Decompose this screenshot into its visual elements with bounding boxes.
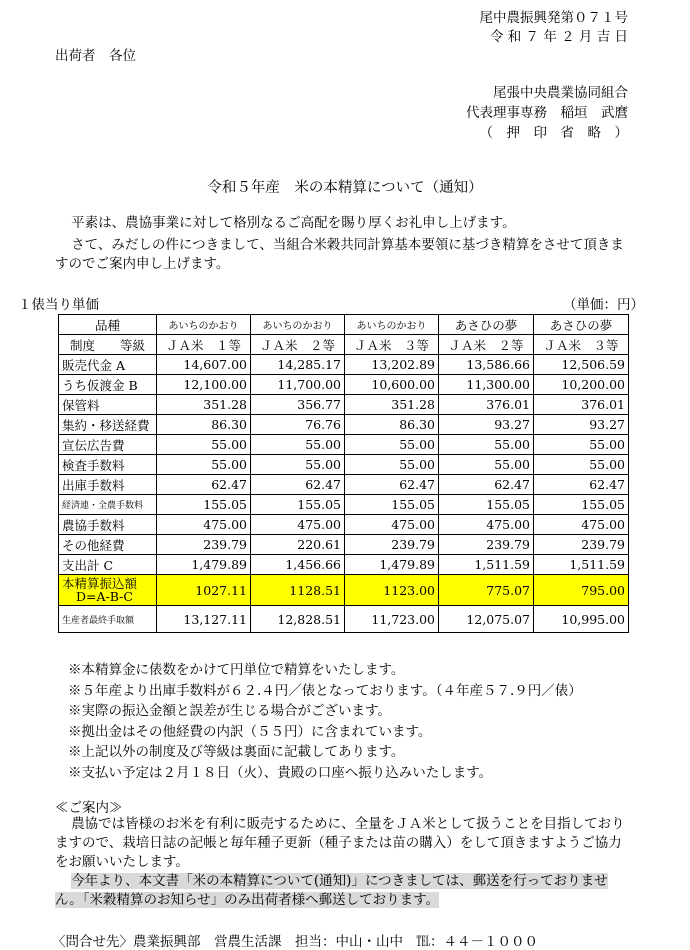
table-cell: 55.00	[534, 455, 629, 475]
variety-cell: あさひの夢	[439, 315, 534, 335]
table-cell: 55.00	[251, 435, 345, 455]
table-row	[59, 375, 629, 395]
table-cell: 13,586.66	[439, 355, 534, 375]
row-label-line: 本精算振込額	[62, 576, 138, 591]
table-cell: 155.05	[251, 495, 345, 515]
table-cell: 475.00	[345, 515, 439, 535]
table-cell: 11,723.00	[345, 606, 439, 633]
table-header-row	[59, 335, 629, 355]
table-row	[59, 515, 629, 535]
table-cell: 62.47	[534, 475, 629, 495]
table-cell: 220.61	[251, 535, 345, 555]
note-item: ※実際の振込金額と誤差が生じる場合がございます。	[68, 703, 391, 719]
notes-list	[68, 660, 582, 783]
table-cell: 62.47	[345, 475, 439, 495]
guidance-body: 農協では皆様のお米を有利に販売するために、全量をＪＡ米として扱うことを目指しておりますので、栽培日誌の記帳と毎年種子更新（種子または苗の購入）をして頂きますようご協力をお願いいたします。	[55, 816, 625, 870]
table-cell: 239.79	[439, 535, 534, 555]
row-formula: D=A-B-C	[76, 589, 133, 604]
table-header-row	[59, 315, 629, 335]
table-cell: 62.47	[157, 475, 251, 495]
organization-name: 尾張中央農業協同組合	[493, 85, 628, 101]
table-cell: 93.27	[439, 415, 534, 435]
table-cell: 12,506.59	[534, 355, 629, 375]
table-row	[59, 415, 629, 435]
row-label: 出庫手数料	[59, 475, 157, 495]
table-cell: 55.00	[345, 435, 439, 455]
row-label: うち仮渡金 B	[59, 375, 157, 395]
table-cell: 55.00	[439, 435, 534, 455]
table-cell: 86.30	[157, 415, 251, 435]
table-cell: 1,479.89	[157, 555, 251, 575]
variety-cell: あさひの夢	[534, 315, 629, 335]
table-unit: （単価：円）	[563, 297, 644, 313]
intro-greeting: 平素は、農協事業に対して格別なるご高配を賜り厚くお礼申し上げます。	[71, 215, 516, 231]
table-cell: 351.28	[345, 395, 439, 415]
table-cell: 376.01	[439, 395, 534, 415]
table-cell: 475.00	[157, 515, 251, 535]
document-number: 尾中農振興発第０７１号	[479, 10, 628, 26]
grade-cell: ＪＡ米 ２等	[439, 335, 534, 355]
table-cell: 795.00	[534, 575, 629, 606]
table-row	[59, 395, 629, 415]
table-cell: 12,828.51	[251, 606, 345, 633]
row-label: 宣伝広告費	[59, 435, 157, 455]
contact-info: 〈問合せ先〉農業振興部 営農生活課 担当：中山・山中 ℡：４４－１０００	[52, 934, 538, 950]
table-cell: 12,075.07	[439, 606, 534, 633]
table-cell: 13,127.11	[157, 606, 251, 633]
table-cell: 93.27	[534, 415, 629, 435]
header-variety-label: 品種	[59, 315, 157, 335]
table-row	[59, 535, 629, 555]
table-cell: 475.00	[251, 515, 345, 535]
table-row	[59, 475, 629, 495]
notice-highlight: 今年より、本文書「米の本精算について(通知)」につきましては、郵送を行っておりません。「米穀精算のお知らせ」のみ出荷者様へ郵送しております。	[55, 873, 608, 908]
table-cell: 351.28	[157, 395, 251, 415]
table-cell: 13,202.89	[345, 355, 439, 375]
seal-omitted: （ 押 印 省 略 ）	[479, 125, 628, 141]
grade-cell: ＪＡ米 ３等	[345, 335, 439, 355]
table-cell: 1,456.66	[251, 555, 345, 575]
grade-cell: ＪＡ米 ２等	[251, 335, 345, 355]
representative: 代表理事専務 稲垣 武麿	[466, 105, 628, 121]
table-cell: 155.05	[345, 495, 439, 515]
row-label: 支出計 C	[59, 555, 157, 575]
table-cell: 55.00	[345, 455, 439, 475]
note-item: ※拠出金はその他経費の内訳（５５円）に含まれています。	[68, 723, 432, 740]
table-row	[59, 555, 629, 575]
table-cell: 62.47	[439, 475, 534, 495]
final-take-home-row	[59, 606, 629, 633]
row-label	[59, 575, 157, 606]
row-label: 販売代金 A	[59, 355, 157, 375]
table-cell: 10,995.00	[534, 606, 629, 633]
table-cell: 11,300.00	[439, 375, 534, 395]
table-cell: 155.05	[439, 495, 534, 515]
table-cell: 10,600.00	[345, 375, 439, 395]
variety-cell: あいちのかおり	[251, 315, 345, 335]
variety-cell: あいちのかおり	[157, 315, 251, 335]
row-label: その他経費	[59, 535, 157, 555]
table-cell: 10,200.00	[534, 375, 629, 395]
table-cell: 356.77	[251, 395, 345, 415]
table-cell: 11,700.00	[251, 375, 345, 395]
table-cell: 155.05	[534, 495, 629, 515]
table-row	[59, 495, 629, 515]
grade-cell: ＪＡ米 ３等	[534, 335, 629, 355]
table-cell: 55.00	[157, 435, 251, 455]
table-caption: １俵当り単価	[18, 297, 99, 313]
table-cell: 14,607.00	[157, 355, 251, 375]
note-item: ※５年産より出庫手数料が６２.４円／俵となっております。（４年産５７.９円／俵）	[68, 682, 582, 699]
note-item: ※本精算金に俵数をかけて円単位で精算をいたします。	[68, 662, 405, 678]
settlement-transfer-row	[59, 575, 629, 606]
table-cell: 239.79	[345, 535, 439, 555]
intro-body: さて、みだしの件につきまして、当組合米穀共同計算基本要領に基づき精算をさせて頂きますのでご案内申し上げます。	[55, 237, 624, 272]
table-cell: 12,100.00	[157, 375, 251, 395]
table-row	[59, 355, 629, 375]
table-cell: 55.00	[157, 455, 251, 475]
table-cell: 775.07	[439, 575, 534, 606]
table-cell: 55.00	[251, 455, 345, 475]
table-cell: 239.79	[534, 535, 629, 555]
table-cell: 55.00	[439, 455, 534, 475]
row-label: 検査手数料	[59, 455, 157, 475]
page-title: 令和５年産 米の本精算について（通知）	[207, 180, 483, 196]
table-cell: 14,285.17	[251, 355, 345, 375]
issue-date: 令 和 ７ 年 ２ 月 吉 日	[489, 29, 628, 45]
table-row	[59, 455, 629, 475]
table-cell: 155.05	[157, 495, 251, 515]
table-cell: 239.79	[157, 535, 251, 555]
table-cell: 1027.11	[157, 575, 251, 606]
header-grade-label: 制度 等級	[59, 335, 157, 355]
table-cell: 1,479.89	[345, 555, 439, 575]
row-label: 生産者最終手取額	[59, 606, 157, 633]
table-cell: 1128.51	[251, 575, 345, 606]
grade-cell: ＪＡ米 １等	[157, 335, 251, 355]
row-label: 保管料	[59, 395, 157, 415]
row-label: 経済連・全農手数料	[59, 495, 157, 515]
row-label: 集約・移送経費	[59, 415, 157, 435]
table-cell: 1,511.59	[534, 555, 629, 575]
row-label: 農協手数料	[59, 515, 157, 535]
table-cell: 55.00	[534, 435, 629, 455]
table-cell: 475.00	[534, 515, 629, 535]
unit-price-table	[58, 314, 629, 633]
guidance-notice	[55, 872, 633, 910]
table-cell: 62.47	[251, 475, 345, 495]
variety-cell: あいちのかおり	[345, 315, 439, 335]
note-item: ※支払い予定は２月１８日（火）、貴殿の口座へ振り込みいたします。	[68, 764, 493, 781]
table-cell: 475.00	[439, 515, 534, 535]
table-cell: 86.30	[345, 415, 439, 435]
table-cell: 1,511.59	[439, 555, 534, 575]
table-cell: 376.01	[534, 395, 629, 415]
table-row	[59, 435, 629, 455]
note-item: ※上記以外の制度及び等級は裏面に記載してあります。	[68, 744, 405, 760]
recipient: 出荷者 各位	[55, 48, 136, 64]
table-cell: 76.76	[251, 415, 345, 435]
guidance-heading: ≪ご案内≫	[55, 800, 123, 816]
table-cell: 1123.00	[345, 575, 439, 606]
